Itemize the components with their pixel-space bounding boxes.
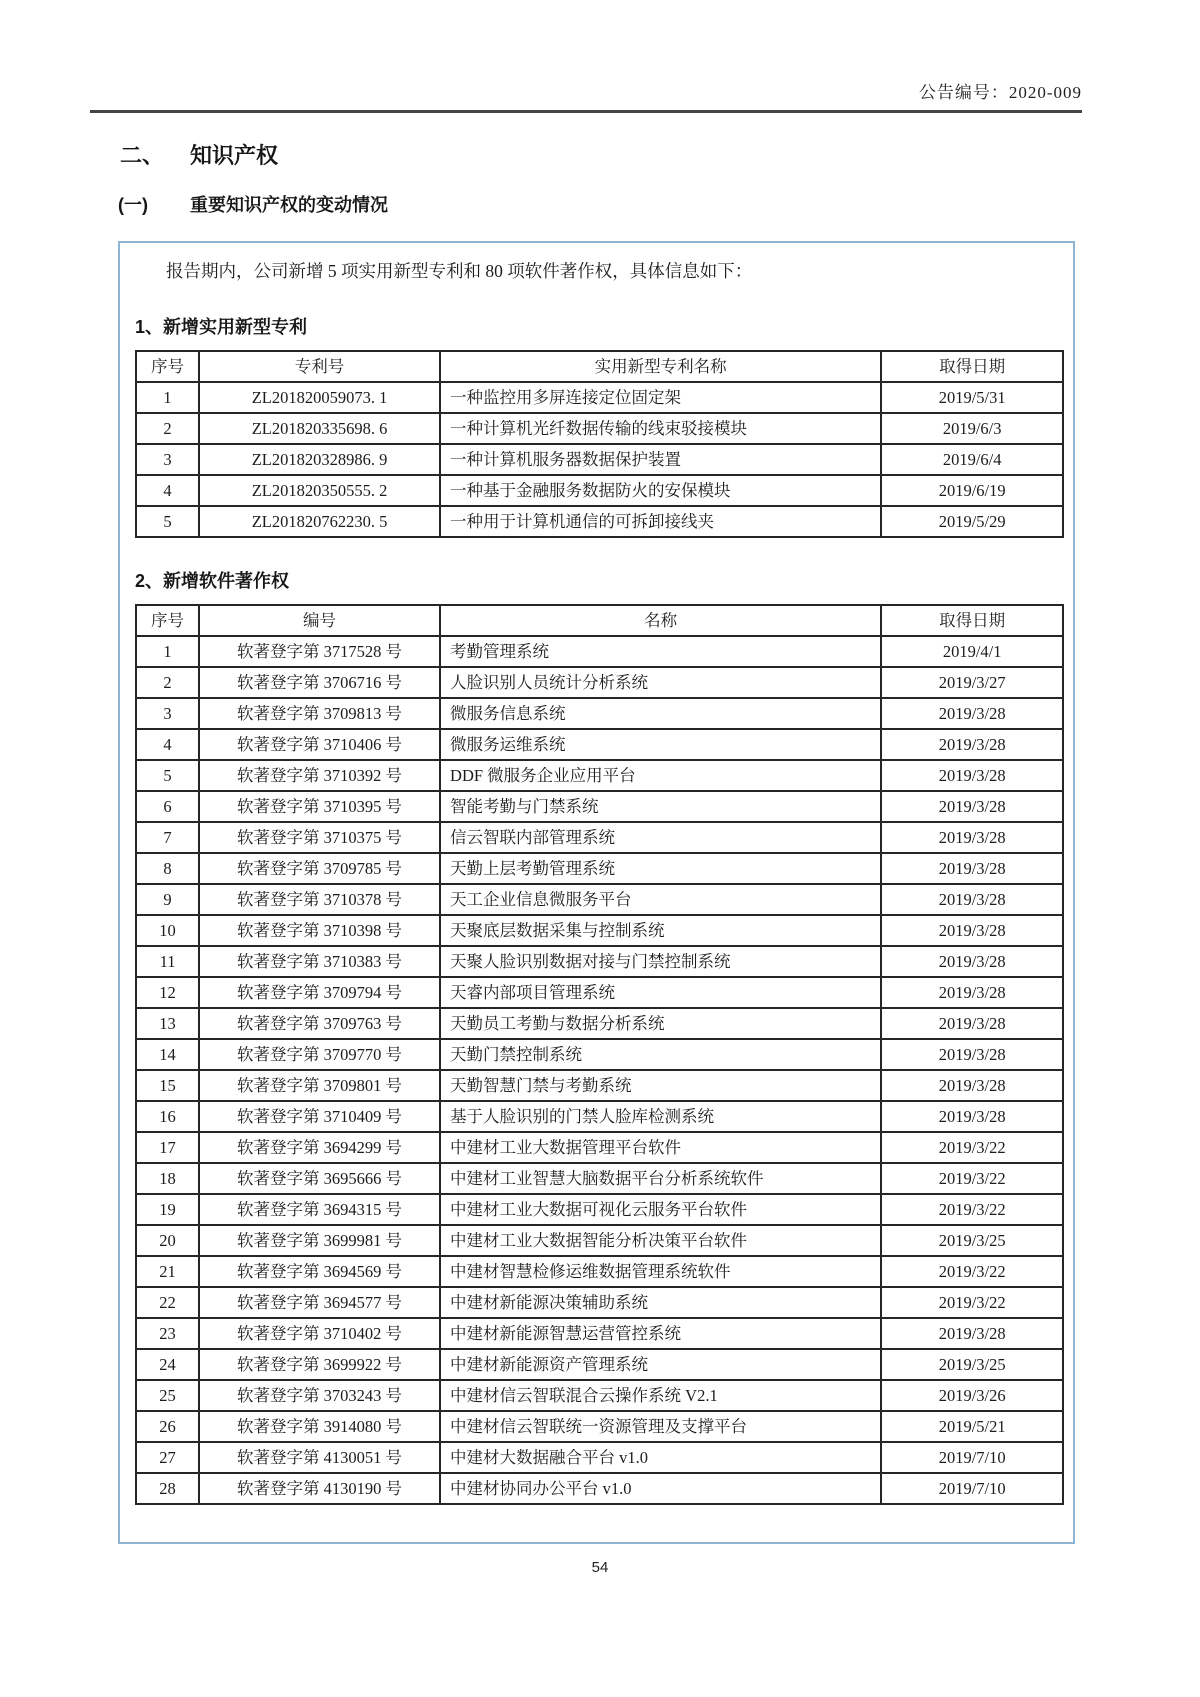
- table-row: [136, 1070, 1063, 1101]
- table-cell: 软著登字第 3694315 号: [199, 1194, 440, 1225]
- table-cell: 中建材新能源智慧运营管控系统: [440, 1318, 881, 1349]
- table-cell: ZL201820762230. 5: [199, 506, 440, 537]
- table-cell: 2019/5/29: [881, 506, 1063, 537]
- doc-number: 公告编号：2020-009: [918, 83, 1082, 102]
- column-header: 取得日期: [881, 605, 1063, 636]
- table-row: [136, 884, 1063, 915]
- table-cell: 2019/3/22: [881, 1194, 1063, 1225]
- section-number: 二、: [120, 143, 165, 168]
- table-row: [136, 444, 1063, 475]
- table-cell: 智能考勤与门禁系统: [440, 791, 881, 822]
- table-cell: 人脸识别人员统计分析系统: [440, 667, 881, 698]
- table-cell: 1: [136, 382, 199, 413]
- table-row: [136, 667, 1063, 698]
- table-cell: 2019/3/26: [881, 1380, 1063, 1411]
- table-cell: 软著登字第 3710378 号: [199, 884, 440, 915]
- table-cell: 2019/3/28: [881, 791, 1063, 822]
- table-cell: 19: [136, 1194, 199, 1225]
- table-cell: 中建材工业大数据可视化云服务平台软件: [440, 1194, 881, 1225]
- section-heading: [120, 139, 1200, 170]
- table-cell: 一种用于计算机通信的可拆卸接线夹: [440, 506, 881, 537]
- table-cell: 微服务运维系统: [440, 729, 881, 760]
- table-row: [136, 760, 1063, 791]
- table-cell: 软著登字第 3710409 号: [199, 1101, 440, 1132]
- table-cell: 信云智联内部管理系统: [440, 822, 881, 853]
- table-row: [136, 506, 1063, 537]
- table-cell: 软著登字第 3710398 号: [199, 915, 440, 946]
- table-cell: 中建材新能源决策辅助系统: [440, 1287, 881, 1318]
- subsection-title-text: 重要知识产权的变动情况: [190, 195, 388, 215]
- table-cell: 软著登字第 3710402 号: [199, 1318, 440, 1349]
- table-cell: 软著登字第 3709801 号: [199, 1070, 440, 1101]
- table-cell: 22: [136, 1287, 199, 1318]
- table-cell: ZL201820328986. 9: [199, 444, 440, 475]
- table-cell: 8: [136, 853, 199, 884]
- table-cell: 中建材工业大数据管理平台软件: [440, 1132, 881, 1163]
- patent-table: [135, 350, 1064, 538]
- table-cell: 2019/3/22: [881, 1287, 1063, 1318]
- table-row: [136, 1101, 1063, 1132]
- table-cell: 软著登字第 3710406 号: [199, 729, 440, 760]
- patent-table-title: 1、新增实用新型专利: [135, 317, 308, 337]
- table-cell: 2019/3/28: [881, 698, 1063, 729]
- table-row: [136, 1349, 1063, 1380]
- table-row: [136, 1473, 1063, 1504]
- table-row: [136, 946, 1063, 977]
- table-cell: 28: [136, 1473, 199, 1504]
- table-cell: 一种计算机服务器数据保护装置: [440, 444, 881, 475]
- table-row: [136, 1318, 1063, 1349]
- table-cell: 中建材智慧检修运维数据管理系统软件: [440, 1256, 881, 1287]
- table-cell: 7: [136, 822, 199, 853]
- table-cell: 23: [136, 1318, 199, 1349]
- table-cell: 4: [136, 729, 199, 760]
- table-cell: 软著登字第 3710392 号: [199, 760, 440, 791]
- table-cell: 2019/3/28: [881, 915, 1063, 946]
- table-cell: 天睿内部项目管理系统: [440, 977, 881, 1008]
- table-cell: 2019/3/22: [881, 1256, 1063, 1287]
- table-row: [136, 698, 1063, 729]
- table-cell: 中建材信云智联混合云操作系统 V2.1: [440, 1380, 881, 1411]
- table-cell: 软著登字第 3694299 号: [199, 1132, 440, 1163]
- table-cell: 18: [136, 1163, 199, 1194]
- table-cell: DDF 微服务企业应用平台: [440, 760, 881, 791]
- table-row: [136, 853, 1063, 884]
- table-cell: 天聚人脸识别数据对接与门禁控制系统: [440, 946, 881, 977]
- column-header: 取得日期: [881, 351, 1063, 382]
- table-cell: 中建材协同办公平台 v1.0: [440, 1473, 881, 1504]
- table-cell: 20: [136, 1225, 199, 1256]
- table-cell: 软著登字第 3699922 号: [199, 1349, 440, 1380]
- table-cell: 2019/3/28: [881, 1070, 1063, 1101]
- header-rule: [90, 110, 1082, 113]
- table-cell: 2019/3/28: [881, 853, 1063, 884]
- table-cell: 1: [136, 636, 199, 667]
- table-cell: 2019/7/10: [881, 1473, 1063, 1504]
- intro-paragraph: 报告期内，公司新增 5 项实用新型专利和 80 项软件著作权，具体信息如下：: [166, 261, 753, 281]
- copyright-table: [135, 604, 1064, 1505]
- table-cell: 软著登字第 3709785 号: [199, 853, 440, 884]
- table-cell: 11: [136, 946, 199, 977]
- table-row: [136, 1287, 1063, 1318]
- table-cell: 软著登字第 4130051 号: [199, 1442, 440, 1473]
- table-cell: 2019/3/28: [881, 1318, 1063, 1349]
- table-cell: 中建材大数据融合平台 v1.0: [440, 1442, 881, 1473]
- table-cell: 软著登字第 3709794 号: [199, 977, 440, 1008]
- table-cell: ZL201820335698. 6: [199, 413, 440, 444]
- table-cell: 13: [136, 1008, 199, 1039]
- table-cell: 中建材工业大数据智能分析决策平台软件: [440, 1225, 881, 1256]
- table-cell: 天勤上层考勤管理系统: [440, 853, 881, 884]
- table-cell: 2019/3/25: [881, 1225, 1063, 1256]
- table-cell: 9: [136, 884, 199, 915]
- table-cell: 软著登字第 3710395 号: [199, 791, 440, 822]
- table-cell: 10: [136, 915, 199, 946]
- table-cell: 2: [136, 413, 199, 444]
- column-header: 专利号: [199, 351, 440, 382]
- table-row: [136, 1008, 1063, 1039]
- column-header: 序号: [136, 351, 199, 382]
- table-cell: 2019/5/21: [881, 1411, 1063, 1442]
- table-row: [136, 1039, 1063, 1070]
- table-row: [136, 382, 1063, 413]
- table-cell: 4: [136, 475, 199, 506]
- table-row: [136, 413, 1063, 444]
- table-cell: 一种基于金融服务数据防火的安保模块: [440, 475, 881, 506]
- table-cell: 一种计算机光纤数据传输的线束驳接模块: [440, 413, 881, 444]
- table-cell: 6: [136, 791, 199, 822]
- table-cell: 基于人脸识别的门禁人脸库检测系统: [440, 1101, 881, 1132]
- table-cell: 26: [136, 1411, 199, 1442]
- table-cell: 软著登字第 3694577 号: [199, 1287, 440, 1318]
- table-cell: 天勤员工考勤与数据分析系统: [440, 1008, 881, 1039]
- subsection-number: (一): [118, 195, 148, 215]
- table-row: [136, 1163, 1063, 1194]
- table-cell: 天勤智慧门禁与考勤系统: [440, 1070, 881, 1101]
- column-header: 序号: [136, 605, 199, 636]
- table-cell: 2019/5/31: [881, 382, 1063, 413]
- table-cell: 软著登字第 3709813 号: [199, 698, 440, 729]
- table-cell: 24: [136, 1349, 199, 1380]
- table-cell: 软著登字第 4130190 号: [199, 1473, 440, 1504]
- column-header: 名称: [440, 605, 881, 636]
- table-cell: 2019/3/28: [881, 822, 1063, 853]
- table-row: [136, 636, 1063, 667]
- table-cell: 2019/7/10: [881, 1442, 1063, 1473]
- table-cell: 12: [136, 977, 199, 1008]
- table-cell: 软著登字第 3914080 号: [199, 1411, 440, 1442]
- table-cell: 5: [136, 760, 199, 791]
- table-cell: 软著登字第 3709763 号: [199, 1008, 440, 1039]
- table-cell: 17: [136, 1132, 199, 1163]
- table-cell: 软著登字第 3699981 号: [199, 1225, 440, 1256]
- table-cell: 软著登字第 3694569 号: [199, 1256, 440, 1287]
- table-row: [136, 822, 1063, 853]
- table-cell: 16: [136, 1101, 199, 1132]
- table-cell: 5: [136, 506, 199, 537]
- table-row: [136, 1442, 1063, 1473]
- table-cell: 14: [136, 1039, 199, 1070]
- table-cell: 2019/3/28: [881, 946, 1063, 977]
- table-cell: 3: [136, 444, 199, 475]
- table-cell: 2: [136, 667, 199, 698]
- table-cell: 一种监控用多屏连接定位固定架: [440, 382, 881, 413]
- table-cell: 27: [136, 1442, 199, 1473]
- table-row: [136, 1194, 1063, 1225]
- table-cell: 2019/4/1: [881, 636, 1063, 667]
- table-header-row: [136, 605, 1063, 636]
- table-cell: 2019/3/28: [881, 977, 1063, 1008]
- table-cell: ZL201820350555. 2: [199, 475, 440, 506]
- table-cell: 软著登字第 3710375 号: [199, 822, 440, 853]
- table-row: [136, 1132, 1063, 1163]
- table-cell: 2019/3/28: [881, 1101, 1063, 1132]
- table-cell: 25: [136, 1380, 199, 1411]
- table-row: [136, 915, 1063, 946]
- table-cell: 2019/3/28: [881, 1008, 1063, 1039]
- table-cell: 中建材新能源资产管理系统: [440, 1349, 881, 1380]
- table-row: [136, 1380, 1063, 1411]
- table-cell: ZL201820059073. 1: [199, 382, 440, 413]
- section-title-text: 知识产权: [190, 143, 279, 168]
- table-row: [136, 475, 1063, 506]
- table-cell: 2019/3/27: [881, 667, 1063, 698]
- table-row: [136, 729, 1063, 760]
- table-cell: 考勤管理系统: [440, 636, 881, 667]
- table-cell: 3: [136, 698, 199, 729]
- table-cell: 天工企业信息微服务平台: [440, 884, 881, 915]
- table-cell: 软著登字第 3710383 号: [199, 946, 440, 977]
- table-row: [136, 791, 1063, 822]
- table-cell: 软著登字第 3695666 号: [199, 1163, 440, 1194]
- table-row: [136, 1256, 1063, 1287]
- table-cell: 微服务信息系统: [440, 698, 881, 729]
- table-cell: 天聚底层数据采集与控制系统: [440, 915, 881, 946]
- column-header: 实用新型专利名称: [440, 351, 881, 382]
- table-cell: 2019/3/22: [881, 1132, 1063, 1163]
- table-cell: 软著登字第 3709770 号: [199, 1039, 440, 1070]
- table-cell: 天勤门禁控制系统: [440, 1039, 881, 1070]
- table-cell: 2019/6/19: [881, 475, 1063, 506]
- table-cell: 软著登字第 3703243 号: [199, 1380, 440, 1411]
- table-row: [136, 1411, 1063, 1442]
- column-header: 编号: [199, 605, 440, 636]
- table-cell: 2019/3/28: [881, 1039, 1063, 1070]
- table-cell: 2019/3/28: [881, 729, 1063, 760]
- table-row: [136, 977, 1063, 1008]
- content-box: [118, 241, 1075, 1544]
- copyright-table-title: 2、新增软件著作权: [135, 571, 290, 591]
- subsection-heading: [118, 191, 1200, 217]
- table-cell: 15: [136, 1070, 199, 1101]
- table-cell: 中建材工业智慧大脑数据平台分析系统软件: [440, 1163, 881, 1194]
- table-cell: 2019/3/28: [881, 884, 1063, 915]
- table-cell: 2019/3/25: [881, 1349, 1063, 1380]
- table-cell: 软著登字第 3706716 号: [199, 667, 440, 698]
- table-header-row: [136, 351, 1063, 382]
- table-cell: 2019/6/3: [881, 413, 1063, 444]
- table-row: [136, 1225, 1063, 1256]
- page-number: 54: [591, 1559, 609, 1576]
- table-cell: 2019/6/4: [881, 444, 1063, 475]
- table-cell: 软著登字第 3717528 号: [199, 636, 440, 667]
- table-cell: 2019/3/28: [881, 760, 1063, 791]
- table-cell: 中建材信云智联统一资源管理及支撑平台: [440, 1411, 881, 1442]
- table-cell: 21: [136, 1256, 199, 1287]
- table-cell: 2019/3/22: [881, 1163, 1063, 1194]
